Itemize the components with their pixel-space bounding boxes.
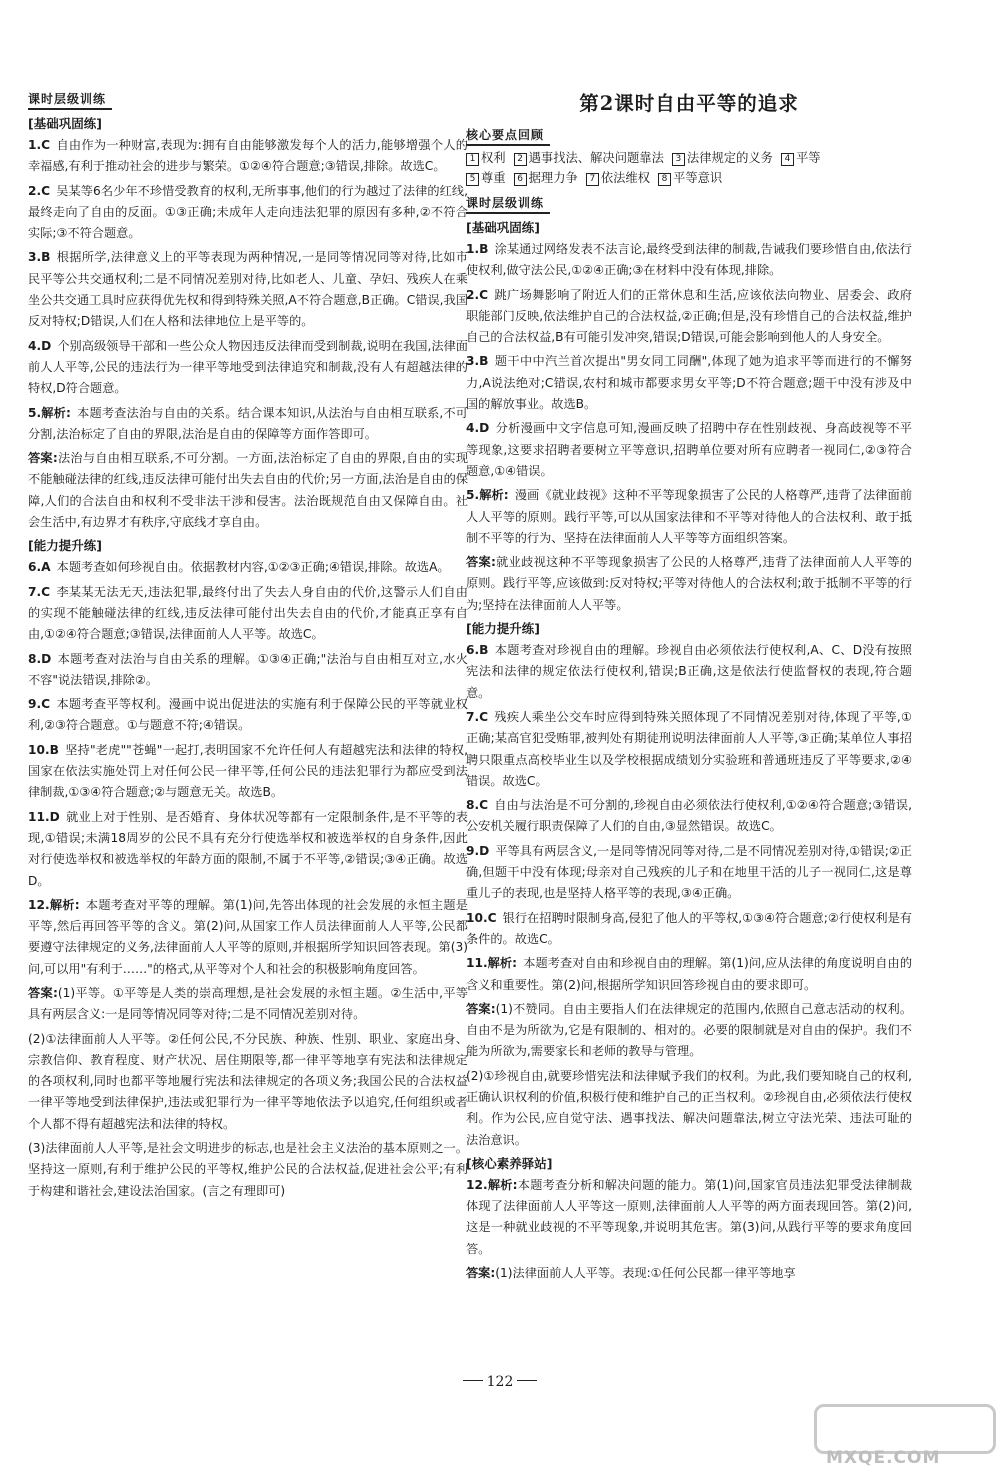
section-title: 课时层级训练 <box>466 194 550 214</box>
left-column <box>28 88 468 1205</box>
answer-paragraph: (2)①珍视自由,就要珍惜宪法和法律赋予我们的权利。为此,我们要知晓自己的权利,正确认识权利的价值,积极行使和维护自己的正当权利。②珍视自由,必须依法行使权利。作为公民,应自觉守法、遇事找法、解决问题靠法,树立守法光荣、违法可耻的法治意识。 <box>466 1068 912 1147</box>
question-item: 4.D 分析漫画中文字信息可知,漫画反映了招聘中存在性别歧视、身高歧视等不平等现象,这要求招聘者要树立平等意识,招聘单位要对所有应聘者一视同仁,②③符合题意,①④错误。 <box>466 421 912 478</box>
core-point: 1 权利 <box>466 151 506 165</box>
core-point: 2 遇事找法、解决问题靠法 <box>514 151 664 165</box>
question-item: 12.解析: 本题考查对平等的理解。第(1)问,先答出体现的社会发展的永恒主题是平等,然后再回答平等的含义。第(2)问,从国家工作人员法律面前人人平等,公民都要遵守法律规定的义务,法律面前人人平等的原则,并根据所学知识回答表现。第(3)问,可以用"有利于……"的格式,从平等对个人和社会的积极影响角度回答。 <box>28 897 468 976</box>
right-column <box>466 88 912 1287</box>
subsection-basic: [基础巩固练] <box>28 116 102 131</box>
answer-block: 答案:就业歧视这种不平等现象损害了公民的人格尊严,违背了法律面前人人平等的原则。践行平等,应该做到:反对特权;平等对待他人的合法权利;敢于抵制不平等的行为;坚持在法律面前人人平等。 <box>466 555 912 612</box>
question-item: 4.D 个别高级领导干部和一些公众人物因违反法律而受到制裁,说明在我国,法律面前人人平等,公民的违法行为一律平等地受到法律追究和制裁,没有人有超越法律的特权,D符合题意。 <box>28 338 468 396</box>
watermark-seal <box>814 1404 996 1454</box>
question-item: 3.B 题干中中汽兰首次提出"男女同工同酬",体现了她为追求平等而进行的不懈努力,A说法绝对;C错误,农村和城市都要求男女平等;D不符合题意;题干中没有涉及中国的解放事业。故选B。 <box>466 354 912 412</box>
core-point: 6 据理力争 <box>514 171 578 185</box>
core-point: 7 依法维权 <box>586 171 650 185</box>
core-point: 8 平等意识 <box>658 171 722 185</box>
question-item: 2.C 吴某等6名少年不珍惜受教育的权利,无所事事,他们的行为越过了法律的红线,最终走向了自由的反面。①③正确;未成年人走向违法犯罪的原因有多种,②不符合实际;③不符合题意。 <box>28 183 468 241</box>
section-title: 课时层级训练 <box>28 90 112 110</box>
question-item: 8.D 本题考查对法治与自由关系的理解。①③④正确;"法治与自由相互对立,水火不容"说法错误,排除②。 <box>28 651 468 687</box>
subsection-basic: [基础巩固练] <box>466 220 540 235</box>
lesson-title: 第2课时自由平等的追求 <box>579 92 799 115</box>
basic-items <box>28 135 468 445</box>
question-item: 6.B 本题考查对珍视自由的理解。珍视自由必须依法行使权利,A、C、D没有按照宪法和法律的规定依法行使权利,错误;B正确,这是依法行使监督权的表现,符合题意。 <box>466 643 912 700</box>
question-item: 5.解析: 本题考查法治与自由的关系。结合课本知识,从法治与自由相互联系,不可分割,法治标定了自由的界限,法治是自由的保障等方面作答即可。 <box>28 405 468 441</box>
question-item: 10.B 坚持"老虎""苍蝇"一起打,表明国家不允许任何人有超越宪法和法律的特权,国家在依法实施处罚上对任何公民一律平等,任何公民的违法犯罪行为都应受到法律制裁,①③④符合题意;②与题意无关。故选B。 <box>28 742 468 800</box>
question-item: 11.D 就业上对于性别、是否婚育、身体状况等都有一定限制条件,是不平等的表现,①错误;未满18周岁的公民不具有充分行使选举权和被选举权的自身条件,因此对行使选举权和被选举权的年龄方面的限制,不属于不平等,②错误;③④正确。故选D。 <box>28 809 468 888</box>
watermark-site: MXQE.COM <box>826 1448 941 1468</box>
ability-items <box>28 557 468 980</box>
answer-block: 答案:(1)法律面前人人平等。表现:①任何公民都一律平等地享 <box>466 1266 796 1281</box>
question-item: 12.解析:本题考查分析和解决问题的能力。第(1)问,国家官员违法犯罪受法律制裁体现了法律面前人人平等这一原则,法律面前人人平等的两方面表现回答。第(2)问,这是一种就业歧视的不平等现象,并说明其危害。第(3)问,从践行平等的要求角度回答。 <box>466 1177 912 1256</box>
core-points-header: 核心要点回顾 <box>466 126 550 146</box>
question-item: 8.C 自由与法治是不可分割的,珍视自由必须依法行使权利,①②④符合题意;③错误,公安机关履行职责保障了人们的自由,③显然错误。故选C。 <box>466 798 912 834</box>
subsection-ability: [能力提升练] <box>466 621 540 637</box>
question-item: 2.C 跳广场舞影响了附近人们的正常休息和生活,应该依法向物业、居委会、政府职能部门反映,依法维护自己的合法权益,②正确;但是,没有珍惜自己的合法权益,维护自己的合法权益,B有可能引发冲突,错误;D错误,可能会影响到他人的人身安全。 <box>466 287 912 345</box>
question-item: 3.B 根据所学,法律意义上的平等表现为两种情况,一是同等情况同等对待,比如市民平等公共交通权利;二是不同情况差别对待,比如老人、儿童、孕妇、残疾人在乘坐公共交通工具时应获得优先权和得到特殊关照,A不符合题意,B正确。C错误,我国反对特权;D错误,人们在人格和法律地位上是平等的。 <box>28 250 468 329</box>
question-item: 1.C 自由作为一种财富,表现为:拥有自由能够激发每个人的活力,能够增强个人的幸福感,有利于推动社会的进步与繁荣。①②④符合题意;③错误,排除。故选C。 <box>28 138 468 174</box>
basic-items <box>466 239 912 549</box>
core-point: 4 平等 <box>781 151 821 165</box>
question-item: 9.D 平等具有两层含义,一是同等情况同等对待,二是不同情况差别对待,①错误;②正确,但题干中没有体现;母亲对自己残疾的儿子和在地里干活的儿子一视同仁,这是尊重儿子的表现,也是坚持人格平等的表现,③④正确。 <box>466 843 912 901</box>
subsection-literacy: [核心素养驿站] <box>466 1155 553 1171</box>
core-point: 5 尊重 <box>466 171 506 185</box>
answer-paragraph: (2)①法律面前人人平等。②任何公民,不分民族、种族、性别、职业、家庭出身、宗教信仰、教育程度、财产状况、居住期限等,都一律平等地享有宪法和法律规定的各项权利,同时也都平等地履行宪法和法律规定的各项义务;我国公民的合法权益一律平等地受到法律保护,违法或犯罪行为一律平等地依法予以追究,任何组织或者个人都不得有超越宪法和法律的特权。 <box>28 1031 468 1131</box>
question-item: 11.解析: 本题考查对自由和珍视自由的理解。第(1)问,应从法律的角度说明自由的含义和重要性。第(2)问,根据所学知识回答珍视自由的要求即可。 <box>466 956 913 992</box>
watermark-logo <box>810 1400 990 1466</box>
question-item: 1.B 涂某通过网络发表不法言论,最终受到法律的制裁,告诫我们要珍惜自由,依法行使权利,做守法公民,①②④正确;③在材料中没有体现,排除。 <box>466 242 912 278</box>
answer-block-12 <box>28 983 468 1202</box>
question-item: 9.C 本题考查平等权利。漫画中说出促进法的实施有利于保障公民的平等就业权利,②③符合题意。①与题意不符;④错误。 <box>28 697 468 733</box>
question-item: 5.解析: 漫画《就业歧视》这种不平等现象损害了公民的人格尊严,违背了法律面前人人平等的原则。践行平等,可以从国家法律和不平等对待他人的合法权利、敢于抵制不平等的行为、坚持在法律面前人人平等等方面组织答案。 <box>466 488 913 545</box>
question-item: 7.C 李某某无法无天,违法犯罪,最终付出了失去人身自由的代价,这警示人们自由的实现不能触碰法律的红线,违反法律可能付出失去自由的代价,才能真正享有自由,①②④符合题意;③错误,法律面前人人平等。故选C。 <box>28 584 468 642</box>
core-point: 3 法律规定的义务 <box>672 151 773 165</box>
answer-block: 答案:法治与自由相互联系,不可分割。一方面,法治标定了自由的界限,自由的实现不能触碰法律的红线,违反法律可能付出失去自由的代价;另一方面,法治是自由的保障,人们的合法自由和权利不受非法干涉和侵害。法治既规范自由又保障自由。社会生活中,有边界才有秩序,守底线才享自由。 <box>28 451 469 530</box>
question-item: 6.A 本题考查如何珍视自由。依据教材内容,①②③正确;④错误,排除。故选A。 <box>28 560 450 575</box>
answer-paragraph: 答案:(1)平等。①平等是人类的崇高理想,是社会发展的永恒主题。②生活中,平等具有两层含义:一是同等情况同等对待;二是不同情况差别对待。 <box>28 985 469 1022</box>
answer-block-11 <box>466 999 912 1151</box>
answer-paragraph: 答案:(1)不赞同。自由主要指人们在法律规定的范围内,依照自己意志活动的权利。自由不是为所欲为,它是有限制的、相对的。必要的限制就是对自由的保护。我们不能为所欲为,需要家长和老师的教导与管理。 <box>466 1001 913 1059</box>
ability-items <box>466 640 912 996</box>
question-item: 10.C 银行在招聘时限制身高,侵犯了他人的平等权,①③④符合题意;②行使权利是有条件的。故选C。 <box>466 910 912 946</box>
page-number: 122 <box>0 1374 1000 1390</box>
subsection-ability: [能力提升练] <box>28 538 102 554</box>
answer-paragraph: (3)法律面前人人平等,是社会文明进步的标志,也是社会主义法治的基本原则之一。坚持这一原则,有利于维护公民的平等权,维护公民的合法权益,促进社会公平;有利于构建和谐社会,建设法治国家。(言之有理即可) <box>28 1141 468 1198</box>
core-points <box>466 148 912 188</box>
question-item: 7.C 残疾人乘坐公交车时应得到特殊关照体现了不同情况差别对待,体现了平等,①正确;某高官犯受贿罪,被判处有期徒刑说明法律面前人人平等,③正确;某单位人事招聘只限重点高校毕业生以及学校根据成绩划分实验班和普通班违反了平等要求,②④错误。故选C。 <box>466 709 912 788</box>
